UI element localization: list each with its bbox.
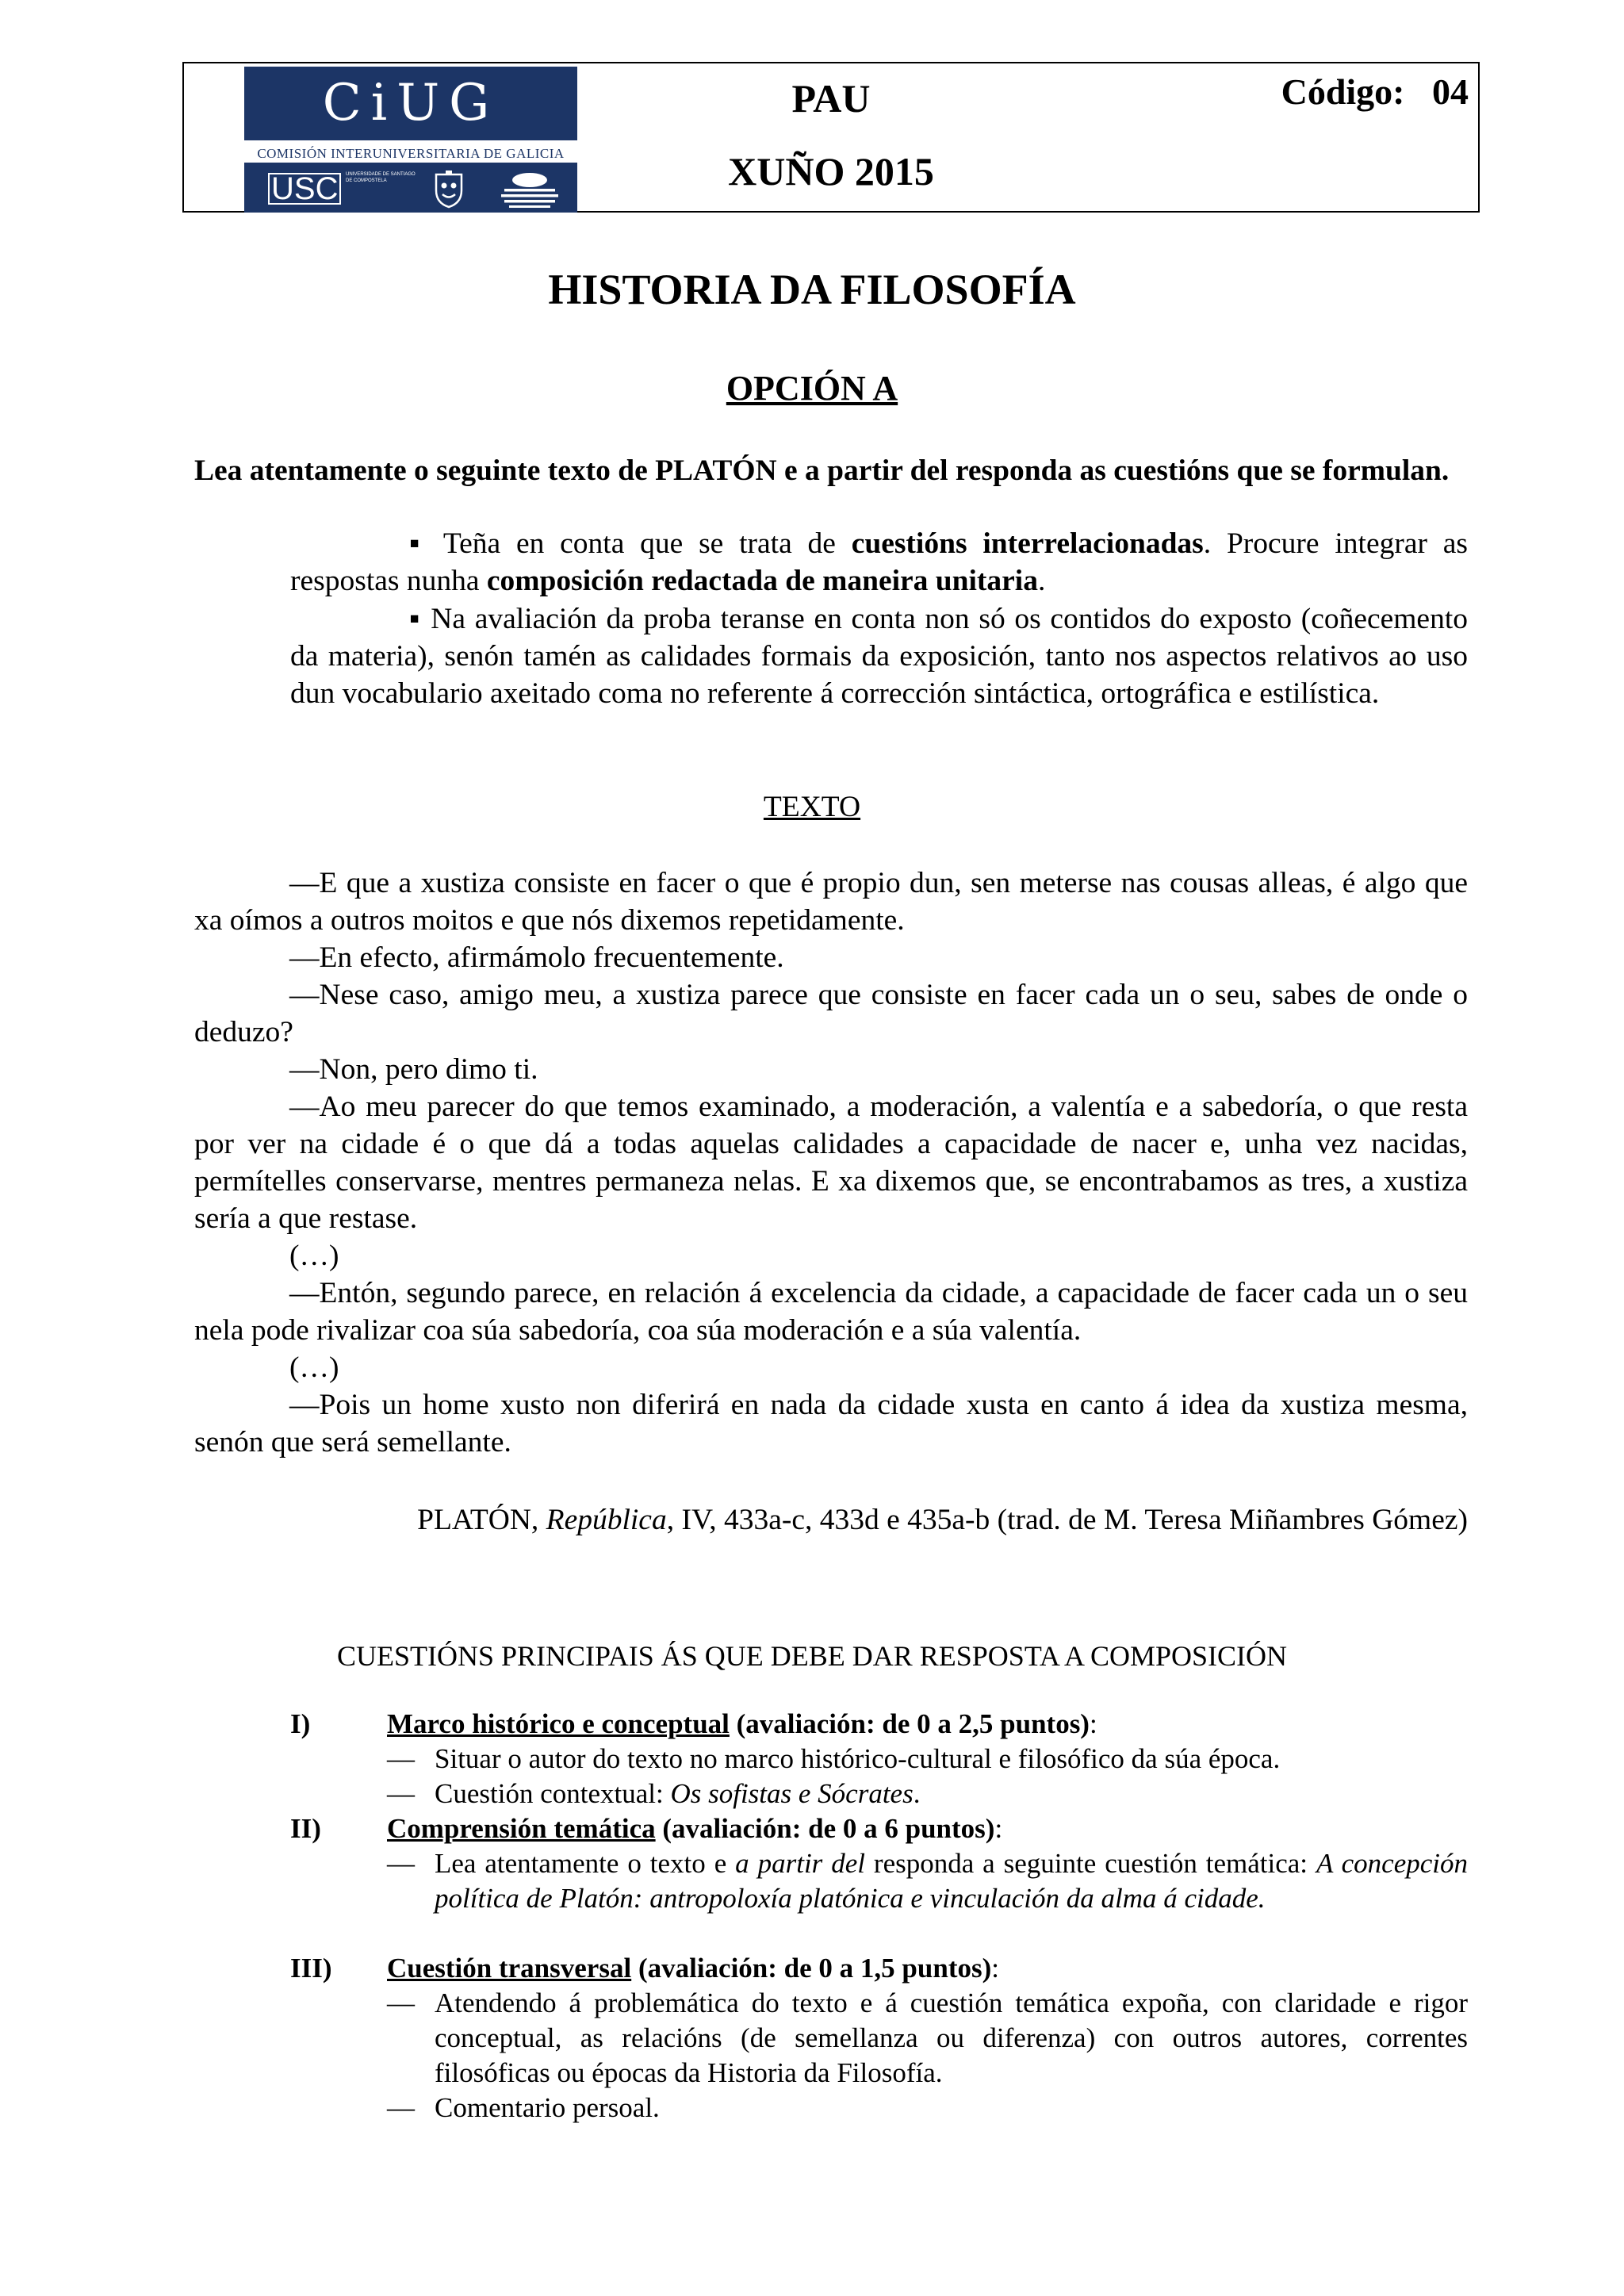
instruction-note-2	[290, 600, 1468, 712]
question-evaluation: (avaliación: de 0 a 2,5 puntos)	[729, 1708, 1090, 1739]
question-number: II)	[290, 1813, 321, 1844]
dash-icon: —	[387, 1743, 415, 1774]
citation-details: , IV, 433a-c, 433d e 435a-b (trad. de M. Teresa Miñambres Gómez)	[666, 1504, 1468, 1536]
question-heading	[387, 1811, 1002, 1846]
exam-session: XUÑO 2015	[728, 149, 934, 194]
dash-icon: —	[387, 1848, 415, 1879]
exam-header	[182, 62, 1480, 213]
bullet-icon: ▪	[409, 603, 422, 635]
instructions-intro: Lea atentamente o seguinte texto de PLATÓN e a partir del responda as cuestións que se formulan.	[194, 454, 1450, 487]
question-item	[435, 1777, 1468, 1811]
logo-subtitle: COMISIÓN INTERUNIVERSITARIA DE GALICIA	[244, 138, 577, 165]
dash-icon: —	[387, 2092, 415, 2123]
item-italic: a partir del	[735, 1848, 865, 1879]
question-item: Atendendo á problemática do texto e á cuestión temática expoña, con claridade e rigor conceptual, as relacións (de semellanza ou diferenza) con outros autores, correntes filosóficas ou épocas da Historia da Filosofía.	[435, 1987, 1468, 2088]
questions-heading: CUESTIÓNS PRINCIPAIS ÁS QUE DEBE DAR RESPOSTA A COMPOSICIÓN	[336, 1640, 1288, 1672]
usc-subtitle: UNIVERSIDADE DE SANTIAGO DE COMPOSTELA	[346, 172, 416, 183]
code-label: Código:	[1281, 71, 1405, 112]
question-number: III)	[290, 1953, 332, 1984]
text-heading: TEXTO	[763, 791, 861, 823]
logo-title: CiUG	[322, 74, 500, 132]
question-heading	[387, 1707, 1097, 1742]
question-item: Situar o autor do texto no marco histórico-cultural e filosófico da súa época.	[435, 1743, 1281, 1774]
exam-name: PAU	[791, 76, 871, 121]
question-colon: :	[991, 1953, 999, 1984]
option-heading: OPCIÓN A	[726, 369, 898, 408]
note-text: Na avaliación da proba teranse en conta non só os contidos do exposto (coñecemento da materia), senón tamén as calidades formais da exposición, tanto nos aspectos relativos ao uso dun vocabulario axeitado coma no referente á corrección sintáctica, ortográfica e estilística.	[290, 603, 1468, 710]
question-heading	[387, 1951, 999, 1986]
item-italic: Os sofistas e Sócrates	[670, 1778, 914, 1809]
item-text: .	[913, 1778, 921, 1809]
usc-text: USC	[268, 173, 341, 205]
note-bold: composición redactada de maneira unitaria	[486, 565, 1038, 597]
dialogue-line: (…)	[289, 1351, 339, 1384]
instruction-note-1	[290, 525, 1468, 600]
question-item	[435, 1846, 1468, 1916]
question-colon: :	[994, 1813, 1003, 1844]
note-text: .	[1037, 565, 1046, 597]
note-text: Teña en conta que se trata de	[427, 527, 852, 560]
question-title: Comprensión temática	[387, 1813, 656, 1844]
item-text: Lea atentamente o texto e	[435, 1848, 736, 1879]
citation-author: PLATÓN,	[417, 1504, 546, 1536]
citation-work: República	[546, 1504, 667, 1536]
bullet-icon: ▪	[409, 527, 428, 560]
code-value: 04	[1432, 71, 1469, 112]
item-italic: A concepción política de Platón: antropoloxía platónica e vinculación da alma á cidade.	[435, 1848, 1468, 1914]
dialogue-line: —Entón, segundo parece, en relación á excelencia da cidade, a capacidade de facer cada un o seu nela pode rivalizar coa súa sabedoría, coa súa moderación e a súa valentía.	[194, 1277, 1468, 1347]
exam-code	[1281, 68, 1469, 116]
dash-icon: —	[387, 1987, 415, 2018]
dialogue-line: (…)	[289, 1240, 339, 1272]
page-title: HISTORIA DA FILOSOFÍA	[548, 266, 1076, 313]
dash-icon: —	[387, 1778, 415, 1809]
note-text: . Procure integrar as respostas nunha	[290, 527, 1468, 597]
question-title: Cuestión transversal	[387, 1953, 632, 1984]
dialogue-line: —Nese caso, amigo meu, a xustiza parece que consiste en facer cada un o seu, sabes de onde o deduzo?	[194, 979, 1468, 1048]
question-colon: :	[1089, 1708, 1097, 1739]
question-evaluation: (avaliación: de 0 a 6 puntos)	[655, 1813, 995, 1844]
citation	[417, 1501, 1468, 1539]
item-text: Cuestión contextual:	[435, 1778, 671, 1809]
dialogue-line: —Pois un home xusto non diferirá en nada da cidade xusta en canto á idea da xustiza mesma, senón que será semellante.	[194, 1389, 1468, 1458]
note-bold: cuestións interrelacionadas	[851, 527, 1204, 560]
question-item: Comentario persoal.	[435, 2092, 660, 2123]
question-title: Marco histórico e conceptual	[387, 1708, 730, 1739]
dialogue-line: —Ao meu parecer do que temos examinado, a moderación, a valentía e a sabedoría, o que resta por ver na cidade é o que dá a todas aquelas calidades a capacidade de nacer e, unha vez nacidas, permítelles conservarse, mentres permaneza nelas. E xa dixemos que, se encontrabamos as tres, a xustiza sería a que restase.	[194, 1091, 1468, 1235]
item-text: responda a seguinte cuestión temática:	[864, 1848, 1316, 1879]
dialogue-line: —E que a xustiza consiste en facer o que é propio dun, sen meterse nas cousas alleas, é algo que xa oímos a outros moitos e que nós dixemos repetidamente.	[194, 867, 1468, 937]
question-evaluation: (avaliación: de 0 a 1,5 puntos)	[631, 1953, 992, 1984]
dialogue-line: —En efecto, afirmámolo frecuentemente.	[289, 941, 784, 974]
dialogue-text	[194, 864, 1468, 1461]
question-number: I)	[290, 1708, 311, 1739]
dialogue-line: —Non, pero dimo ti.	[289, 1053, 538, 1086]
